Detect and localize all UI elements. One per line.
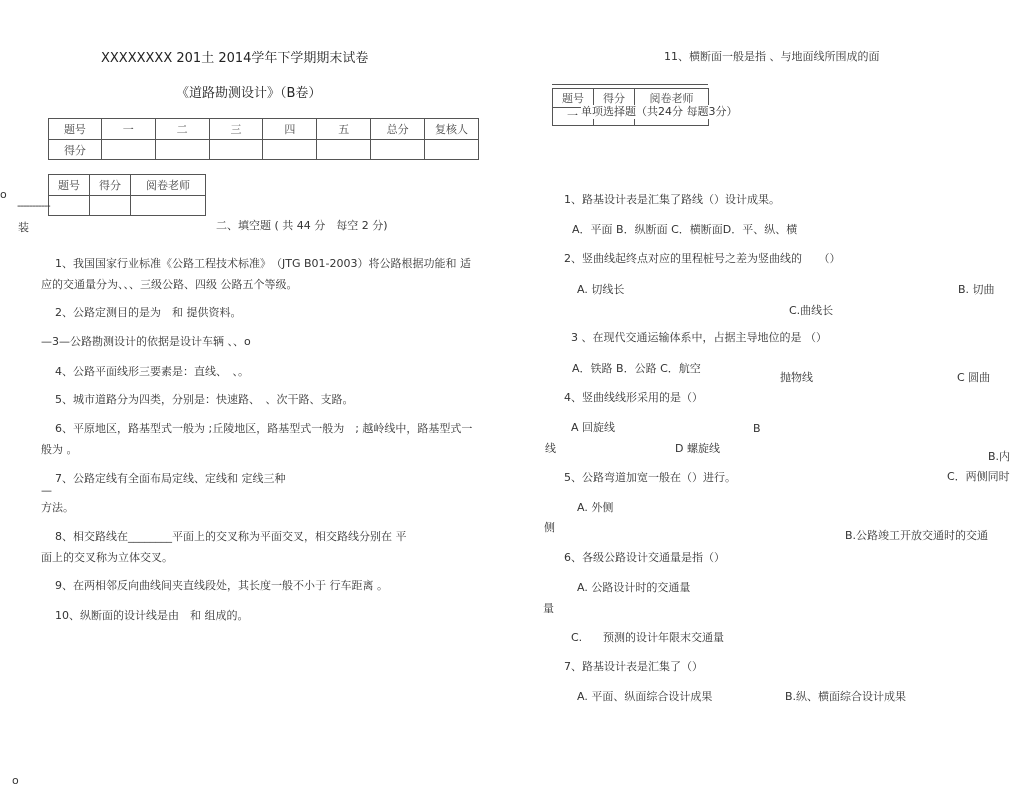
question: 1、路基设计表是汇集了路线（）设计成果。 — [564, 193, 780, 206]
option: C 圆曲 — [957, 371, 991, 384]
score-cell[interactable] — [155, 140, 209, 160]
score-cell[interactable] — [263, 140, 317, 160]
score-cell[interactable] — [209, 140, 263, 160]
option: A．铁路 B．公路 C．航空 — [572, 362, 701, 375]
grader-cell: 题号 — [49, 175, 90, 196]
grader-cell: 阅卷老师 — [635, 89, 709, 108]
option: 线 — [545, 442, 556, 455]
option: C．两侧同时 — [947, 470, 1010, 483]
score-header-cell: 总分 — [371, 119, 425, 140]
score-table — [48, 118, 479, 160]
score-cell[interactable] — [101, 140, 155, 160]
grader-cell: 得分 — [594, 89, 635, 108]
option: B. 切曲 — [958, 283, 995, 296]
option: A 回旋线 — [571, 421, 616, 434]
grader-cell: 阅卷老师 — [131, 175, 206, 196]
option: C.曲线长 — [789, 304, 834, 317]
score-header-cell: 三 — [209, 119, 263, 140]
question: 7、路基设计表是汇集了（） — [564, 660, 703, 673]
page-subtitle: 《道路勘测设计》（B卷） — [176, 86, 322, 101]
margin-mark-top: o — [0, 188, 7, 201]
question: 4、竖曲线线形采用的是（） — [564, 391, 703, 404]
page-title: XXXXXXXX 201土 2014学年下学期期末试卷 — [101, 51, 369, 66]
question: 6、平原地区，路基型式一般为 ;丘陵地区，路基型式一般为 ; 越岭线中，路基型式一 — [55, 422, 473, 435]
section-number: 一 — [567, 109, 578, 122]
grader-blank[interactable] — [90, 196, 131, 216]
option: B.公路竣工开放交通时的交通 — [845, 529, 989, 542]
grader-blank[interactable] — [131, 196, 206, 216]
question: 1、我国国家行业标准《公路工程技术标准》 （JTG B01-2003）将公路根据功能和 适 — [55, 257, 471, 270]
option-letter: C. — [571, 631, 583, 644]
question: 5、城市道路分为四类，分别是：快速路、 、次干路、支路。 — [55, 393, 354, 406]
question: 方法。 — [41, 501, 74, 514]
question: 4、公路平面线形三要素是：直线、 、。 — [55, 365, 249, 378]
grader-cell: 题号 — [553, 89, 594, 108]
margin-mark-bottom: o — [12, 774, 19, 787]
option: A. 公路设计时的交通量 — [577, 581, 691, 594]
question: 应的交通量分为、、、三级公路、四级 公路五个等级。 — [41, 278, 298, 291]
score-header-cell: 复核人 — [425, 119, 479, 140]
option: A．平面 B．纵断面 C．横断面D．平、纵、横 — [572, 223, 798, 236]
score-header-cell: 四 — [263, 119, 317, 140]
option: 量 — [543, 602, 554, 615]
score-row-label: 得分 — [49, 140, 102, 160]
question: 9、在两相邻反向曲线间夹直线段处，其长度一般不小于 行车距离 。 — [55, 579, 388, 592]
question: —3—公路勘测设计的依据是设计车辆 、、o — [41, 335, 251, 348]
score-header-cell: 五 — [317, 119, 371, 140]
question: 10、纵断面的设计线是由 和 组成的。 — [55, 609, 249, 622]
option: B.纵、横面综合设计成果 — [785, 690, 907, 703]
score-cell[interactable] — [371, 140, 425, 160]
section-heading-fill: 二、填空题 ( 共 44 分 每空 2 分) — [216, 219, 388, 232]
question: 8、相交路线在________平面上的交叉称为平面交叉，相交路线分别在 平 — [55, 530, 407, 543]
grader-table-left — [48, 174, 206, 216]
question: 7、公路定线有全面布局定线、定线和 定线三种 — [55, 472, 286, 485]
header-rule — [552, 84, 708, 85]
score-header-cell: 二 — [155, 119, 209, 140]
question: 面上的交叉称为立体交叉。 — [41, 551, 173, 564]
option: 侧 — [544, 521, 555, 534]
option: A. 切线长 — [577, 283, 625, 296]
question: 般为 。 — [41, 443, 78, 456]
option: B — [753, 422, 761, 435]
question: 2、公路定测目的是为 和 提供资料。 — [55, 306, 242, 319]
grader-cell: 得分 — [90, 175, 131, 196]
short-dash: — — [41, 484, 52, 497]
option: D 螺旋线 — [675, 442, 720, 455]
binding-mark: 装 — [18, 221, 29, 234]
grader-blank[interactable] — [49, 196, 90, 216]
score-header-cell: 题号 — [49, 119, 102, 140]
option: 抛物线 — [780, 371, 813, 384]
option: B.内 — [988, 450, 1011, 463]
question: 6、各级公路设计交通量是指（） — [564, 551, 725, 564]
option: A. 外侧 — [577, 501, 614, 514]
score-cell[interactable] — [425, 140, 479, 160]
section-heading-choice: 单项选择题（共24分 每题3分） — [581, 105, 738, 118]
question: 5、公路弯道加宽一般在（）进行。 — [564, 471, 736, 484]
margin-dash: ----------- — [17, 199, 50, 212]
score-cell[interactable] — [317, 140, 371, 160]
question: 3 、在现代交通运输体系中，占据主导地位的是 （） — [571, 331, 827, 344]
question: 11、横断面一般是指 、与地面线所围成的面 — [664, 50, 880, 63]
question: 2、竖曲线起终点对应的里程桩号之差为竖曲线的 （） — [564, 252, 841, 265]
score-header-cell: 一 — [101, 119, 155, 140]
option: 预测的设计年限末交通量 — [603, 631, 724, 644]
option: A. 平面、纵面综合设计成果 — [577, 690, 713, 703]
